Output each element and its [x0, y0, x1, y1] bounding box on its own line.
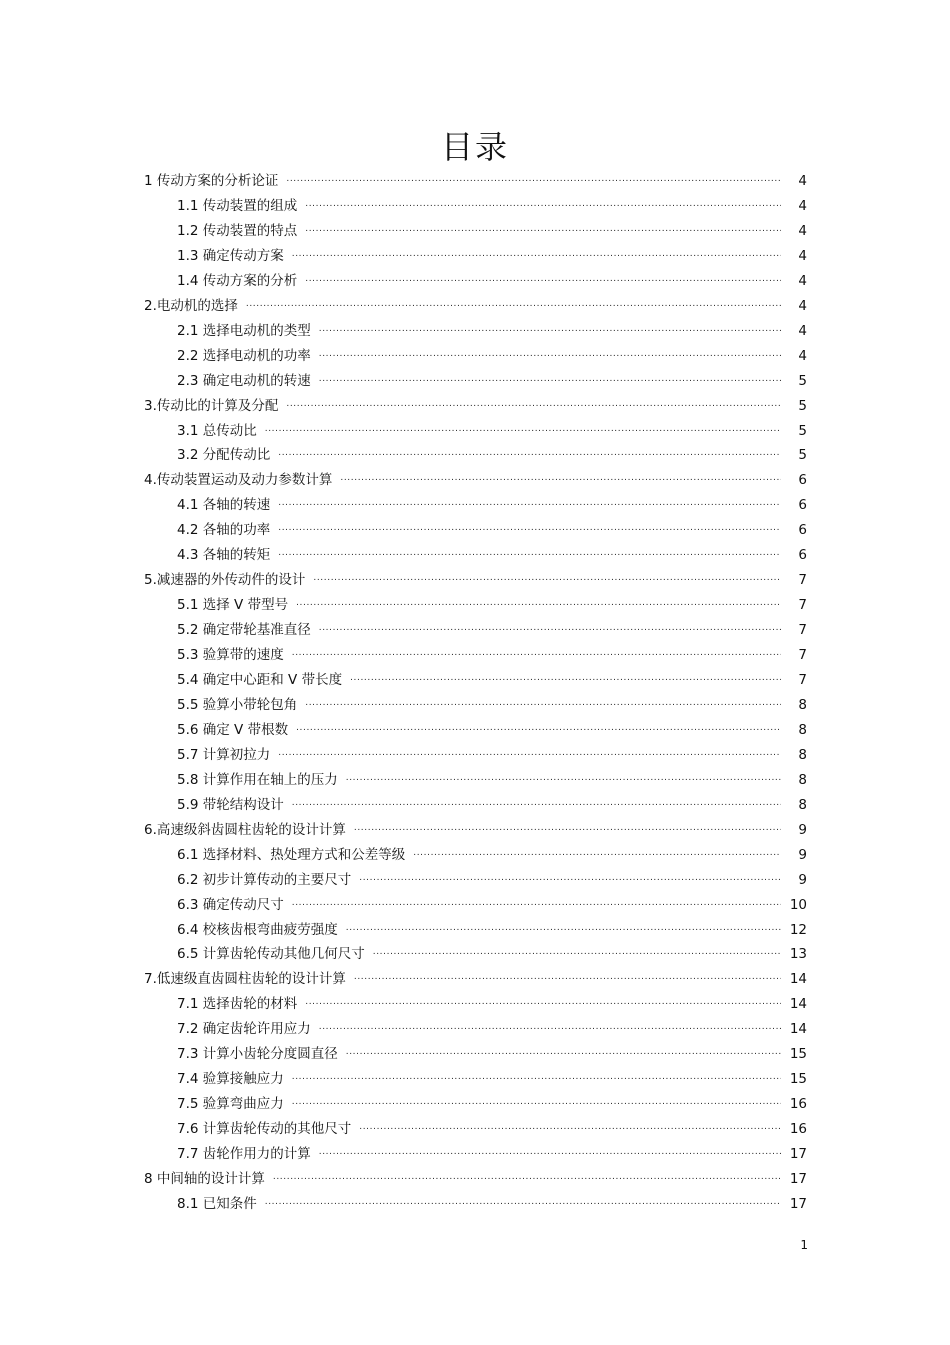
- toc-entry[interactable]: [177, 521, 807, 539]
- toc-entry-label: 6.1 选择材料、热处理方式和公差等级: [177, 846, 406, 863]
- toc-entry[interactable]: [177, 1070, 807, 1088]
- toc-entry-page: 8: [798, 771, 807, 788]
- toc-entry[interactable]: [177, 646, 807, 664]
- toc-entry[interactable]: [177, 1095, 807, 1113]
- toc-entry-page: 8: [798, 746, 807, 763]
- toc-entry[interactable]: [177, 347, 807, 365]
- toc-entry[interactable]: [177, 796, 807, 814]
- toc-dot-leader: [296, 596, 781, 614]
- toc-entry-page: 13: [789, 946, 807, 963]
- toc-entry-page: 7: [798, 647, 807, 664]
- toc-entry-page: 7: [798, 622, 807, 639]
- toc-entry-label: 5.2 确定带轮基准直径: [177, 622, 311, 639]
- toc-entry[interactable]: [177, 197, 807, 215]
- toc-entry-label: 7.7 齿轮作用力的计算: [177, 1146, 311, 1163]
- toc-entry[interactable]: [144, 471, 807, 489]
- toc-entry-label: 6.3 确定传动尺寸: [177, 896, 284, 913]
- toc-entry-label: 8 中间轴的设计计算: [144, 1171, 265, 1187]
- toc-dot-leader: [278, 746, 781, 764]
- toc-dot-leader: [265, 422, 781, 440]
- toc-dot-leader: [278, 446, 781, 464]
- toc-entry-label: 1 传动方案的分析论证: [144, 173, 279, 189]
- toc-entry-label: 4.2 各轴的功率: [177, 522, 271, 539]
- toc-dot-leader: [278, 521, 781, 539]
- toc-entry-page: 14: [789, 996, 807, 1013]
- toc-entry-page: 9: [798, 871, 807, 888]
- toc-dot-leader: [292, 796, 781, 814]
- toc-dot-leader: [359, 871, 781, 889]
- toc-entry-label: 2.2 选择电动机的功率: [177, 347, 311, 364]
- toc-dot-leader: [292, 247, 781, 265]
- toc-entry-label: 7.3 计算小齿轮分度圆直径: [177, 1046, 338, 1063]
- toc-dot-leader: [273, 1170, 781, 1188]
- toc-entry-page: 5: [798, 397, 807, 414]
- toc-dot-leader: [413, 846, 781, 864]
- toc-entry-label: 3.2 分配传动比: [177, 447, 271, 464]
- toc-dot-leader: [286, 397, 781, 415]
- toc-entry-label: 6.4 校核齿根弯曲疲劳强度: [177, 921, 338, 938]
- toc-dot-leader: [292, 896, 781, 914]
- toc-entry[interactable]: [177, 372, 807, 390]
- toc-dot-leader: [246, 297, 781, 315]
- toc-entry-page: 5: [798, 372, 807, 389]
- toc-entry-label: 4.传动装置运动及动力参数计算: [144, 472, 333, 489]
- toc-entry-label: 7.1 选择齿轮的材料: [177, 996, 298, 1013]
- toc-entry-page: 4: [798, 247, 807, 264]
- toc-entry-page: 14: [789, 971, 807, 988]
- toc-entry-label: 5.5 验算小带轮包角: [177, 696, 298, 713]
- toc-entry-label: 5.1 选择 V 带型号: [177, 597, 289, 614]
- toc-dot-leader: [278, 546, 781, 564]
- toc-entry-label: 7.5 验算弯曲应力: [177, 1096, 284, 1113]
- toc-dot-leader: [286, 172, 781, 190]
- toc-entry-label: 6.高速级斜齿圆柱齿轮的设计计算: [144, 821, 346, 838]
- toc-entry-page: 7: [798, 672, 807, 688]
- toc-entry[interactable]: [144, 1170, 807, 1188]
- toc-entry-label: 4.1 各轴的转速: [177, 497, 271, 514]
- toc-dot-leader: [350, 671, 781, 689]
- toc-entry[interactable]: [177, 945, 807, 963]
- toc-entry[interactable]: [177, 422, 807, 440]
- toc-entry-label: 6.5 计算齿轮传动其他几何尺寸: [177, 946, 365, 963]
- toc-entry-label: 5.4 确定中心距和 V 带长度: [177, 672, 343, 688]
- toc-entry[interactable]: [177, 1020, 807, 1038]
- toc-entry[interactable]: [177, 222, 807, 240]
- toc-entry-label: 1.2 传动装置的特点: [177, 222, 298, 239]
- toc-entry-label: 5.7 计算初拉力: [177, 746, 271, 763]
- toc-dot-leader: [319, 1020, 781, 1038]
- toc-dot-leader: [292, 646, 781, 664]
- toc-dot-leader: [346, 771, 781, 789]
- toc-entry[interactable]: [177, 771, 807, 789]
- toc-entry-label: 5.3 验算带的速度: [177, 647, 284, 664]
- toc-entry-page: 4: [798, 347, 807, 364]
- toc-entry-label: 3.传动比的计算及分配: [144, 397, 279, 414]
- toc-entry-label: 2.1 选择电动机的类型: [177, 322, 311, 339]
- toc-dot-leader: [319, 372, 781, 390]
- toc-entry-page: 8: [798, 721, 807, 738]
- toc-entry-label: 1.1 传动装置的组成: [177, 197, 298, 214]
- toc-entry-page: 4: [798, 173, 807, 189]
- toc-entry-page: 8: [798, 696, 807, 713]
- toc-dot-leader: [354, 970, 781, 988]
- toc-entry-page: 10: [789, 896, 807, 913]
- toc-entry-page: 16: [789, 1121, 807, 1138]
- toc-dot-leader: [305, 272, 781, 290]
- toc-entry-page: 9: [798, 821, 807, 838]
- toc-dot-leader: [305, 222, 781, 240]
- toc-entry-page: 4: [798, 222, 807, 239]
- toc-entry-label: 1.3 确定传动方案: [177, 247, 284, 264]
- toc-entry-page: 6: [798, 522, 807, 539]
- toc-dot-leader: [292, 1070, 781, 1088]
- toc-dot-leader: [346, 1045, 781, 1063]
- toc-entry[interactable]: [177, 746, 807, 764]
- toc-dot-leader: [305, 995, 781, 1013]
- toc-entry[interactable]: [144, 397, 807, 415]
- toc-dot-leader: [340, 471, 781, 489]
- toc-entry-label: 6.2 初步计算传动的主要尺寸: [177, 871, 352, 888]
- toc-entry[interactable]: [144, 172, 807, 190]
- toc-dot-leader: [319, 1145, 781, 1163]
- toc-entry[interactable]: [177, 1120, 807, 1138]
- toc-entry[interactable]: [177, 1045, 807, 1063]
- toc-entry-page: 4: [798, 322, 807, 339]
- toc-entry-page: 7: [798, 597, 807, 614]
- toc-entry-page: 6: [798, 547, 807, 564]
- toc-entry[interactable]: [177, 496, 807, 514]
- toc-entry-page: 12: [789, 921, 807, 938]
- toc-entry-label: 2.电动机的选择: [144, 297, 238, 314]
- toc-entry-label: 5.6 确定 V 带根数: [177, 721, 289, 738]
- toc-entry[interactable]: [177, 596, 807, 614]
- toc-dot-leader: [265, 1195, 781, 1213]
- toc-dot-leader: [292, 1095, 781, 1113]
- toc-entry-page: 5: [798, 422, 807, 439]
- toc-entry-page: 5: [798, 447, 807, 464]
- toc-entry-page: 17: [789, 1171, 807, 1187]
- toc-entry[interactable]: [144, 297, 807, 315]
- toc-entry-label: 7.低速级直齿圆柱齿轮的设计计算: [144, 971, 346, 988]
- toc-entry[interactable]: [177, 272, 807, 290]
- page-number: 1: [800, 1238, 808, 1252]
- toc-entry-page: 15: [789, 1046, 807, 1063]
- toc-dot-leader: [305, 197, 781, 215]
- toc-entry[interactable]: [177, 322, 807, 340]
- toc-entry[interactable]: [177, 721, 807, 739]
- toc-entry[interactable]: [177, 995, 807, 1013]
- toc-entry-page: 9: [798, 846, 807, 863]
- toc-entry-page: 4: [798, 297, 807, 314]
- toc-entry[interactable]: [177, 1195, 807, 1213]
- toc-entry[interactable]: [177, 696, 807, 714]
- toc-dot-leader: [319, 322, 781, 340]
- toc-entry-page: 6: [798, 497, 807, 514]
- toc-dot-leader: [319, 621, 781, 639]
- toc-entry[interactable]: [177, 446, 807, 464]
- toc-entry-page: 4: [798, 197, 807, 214]
- toc-entry-label: 8.1 已知条件: [177, 1195, 257, 1212]
- toc-entry-page: 8: [798, 796, 807, 813]
- toc-entry[interactable]: [144, 571, 807, 589]
- toc-entry-page: 17: [789, 1146, 807, 1163]
- toc-dot-leader: [278, 496, 781, 514]
- toc-dot-leader: [319, 347, 781, 365]
- toc-entry[interactable]: [177, 921, 807, 939]
- toc-entry-label: 5.8 计算作用在轴上的压力: [177, 771, 338, 788]
- toc-entry-label: 5.减速器的外传动件的设计: [144, 572, 306, 589]
- toc-entry-label: 7.2 确定齿轮许用应力: [177, 1021, 311, 1038]
- toc-entry[interactable]: [144, 821, 807, 839]
- toc-dot-leader: [359, 1120, 781, 1138]
- toc-dot-leader: [354, 821, 781, 839]
- toc-entry[interactable]: [177, 871, 807, 889]
- toc-entry-page: 4: [798, 272, 807, 289]
- toc-entry-page: 7: [798, 572, 807, 589]
- toc-entry-page: 14: [789, 1021, 807, 1038]
- toc-dot-leader: [296, 721, 781, 739]
- toc-entry-label: 7.6 计算齿轮传动的其他尺寸: [177, 1121, 352, 1138]
- toc-entry[interactable]: [177, 846, 807, 864]
- toc-entry[interactable]: [177, 671, 807, 689]
- toc-entry-label: 7.4 验算接触应力: [177, 1071, 284, 1088]
- toc-entry-label: 4.3 各轴的转矩: [177, 547, 271, 564]
- toc-dot-leader: [305, 696, 781, 714]
- toc-entry[interactable]: [177, 1145, 807, 1163]
- toc-title: 目录: [440, 128, 509, 166]
- toc-entry[interactable]: [144, 970, 807, 988]
- toc-entry[interactable]: [177, 896, 807, 914]
- toc-entry[interactable]: [177, 546, 807, 564]
- toc-entry-page: 16: [789, 1096, 807, 1113]
- toc-entry-label: 3.1 总传动比: [177, 422, 257, 439]
- toc-entry-page: 15: [789, 1071, 807, 1088]
- toc-entry[interactable]: [177, 247, 807, 265]
- toc-entry-page: 17: [789, 1195, 807, 1212]
- toc-entry-label: 1.4 传动方案的分析: [177, 272, 298, 289]
- toc-entry-label: 2.3 确定电动机的转速: [177, 372, 311, 389]
- toc-entry-label: 5.9 带轮结构设计: [177, 796, 284, 813]
- toc-dot-leader: [313, 571, 781, 589]
- toc-dot-leader: [373, 945, 781, 963]
- toc-entry-page: 6: [798, 472, 807, 489]
- toc-dot-leader: [346, 921, 781, 939]
- toc-entry[interactable]: [177, 621, 807, 639]
